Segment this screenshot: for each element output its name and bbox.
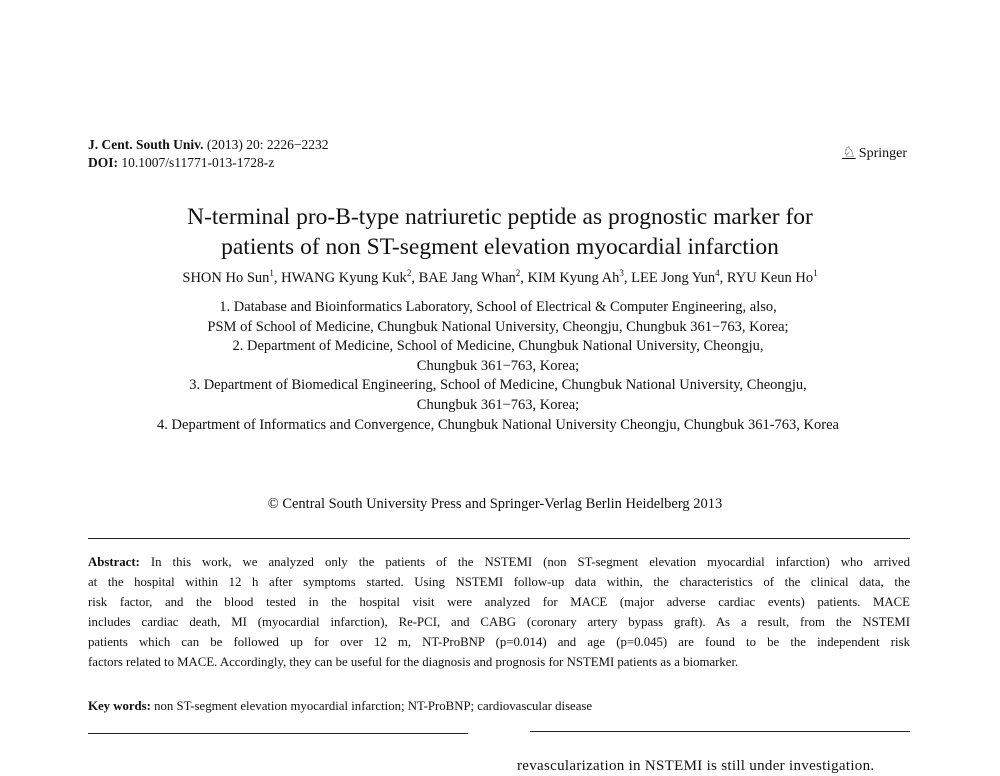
- abstract-line: at the hospital within 12 h after symptoms started. Using NSTEMI follow-up data within, the characteristics of the clinical data, the: [88, 575, 910, 589]
- abstract-line: includes cardiac death, MI (myocardial infarction), Re-PCI, and CABG (coronary artery bypass graft). As a result, from the NSTEMI: [88, 615, 910, 629]
- author-affiliation-number: 3: [619, 268, 624, 278]
- abstract-label: Abstract:: [88, 555, 140, 569]
- author-affiliation-number: 1: [813, 268, 818, 278]
- doi-value: 10.1007/s11771-013-1728-z: [118, 155, 275, 170]
- divider: [88, 538, 910, 539]
- springer-knight-icon: ♘: [842, 145, 856, 161]
- keywords-text: non ST-segment elevation myocardial infarction; NT-ProBNP; cardiovascular disease: [150, 699, 593, 713]
- publisher-mark: [842, 143, 907, 162]
- author: [281, 270, 411, 286]
- title-line: patients of non ST-segment elevation myocardial infarction: [221, 234, 779, 260]
- affiliation-line: Chungbuk 361−763, Korea;: [416, 357, 580, 374]
- affiliation-line: 3. Department of Biomedical Engineering, School of Medicine, Chungbuk National University, Cheongju,: [189, 377, 807, 394]
- title-line: N-terminal pro-B-type natriuretic peptide as prognostic marker for: [187, 204, 813, 230]
- author-name: KIM Kyung Ah: [527, 269, 620, 286]
- abstract: [88, 552, 910, 672]
- author: [528, 270, 624, 286]
- author-affiliation-number: 1: [269, 268, 274, 278]
- journal-label: J. Cent. South Univ.: [88, 137, 204, 152]
- author-name: HWANG Kyung Kuk: [281, 269, 407, 286]
- doi-label: DOI:: [88, 155, 118, 170]
- author-affiliation-number: 2: [515, 268, 521, 278]
- journal-citation: (2013) 20: 2226−2232: [203, 137, 329, 152]
- affiliation-line: 2. Department of Medicine, School of Medicine, Chungbuk National University, Cheongju,: [232, 338, 764, 355]
- affiliation-line: 4. Department of Informatics and Convergence, Chungbuk National University Cheongju, Chungbuk 361-763, Korea: [157, 416, 839, 433]
- affiliations: [0, 298, 996, 435]
- author-list: SHON Ho Sun$^1$, HWANG Kyung Kuk$^2$, BAE Jang Whan$^2$, KIM Kyung Ah$^3$, LEE Jong Yun$^4$, RYU Keun Ho$^1$: [182, 268, 818, 286]
- affiliation-line: 1. Database and Bioinformatics Laboratory, School of Electrical & Computer Engineering, also,: [219, 299, 777, 315]
- author: [727, 270, 818, 286]
- keywords: [88, 699, 592, 714]
- author-name: BAE Jang Whan: [418, 269, 516, 286]
- abstract-line: patients which can be followed up for over 12 m, NT-ProBNP (p=0.014) and age (p=0.045) are found to be the independent risk: [88, 635, 910, 649]
- author: [631, 270, 720, 286]
- author: [182, 270, 274, 286]
- divider: [530, 731, 910, 732]
- author-name: SHON Ho Sun: [182, 269, 270, 286]
- divider: [88, 733, 468, 734]
- abstract-line: risk factor, and the blood tested in the hospital visit were analyzed for MACE (major adverse cardiac events) patients. MACE: [88, 595, 910, 609]
- abstract-line: In this work, we analyzed only the patients of the NSTEMI (non ST-segment elevation myocardial infarction) who arrived: [139, 555, 910, 569]
- author: [419, 270, 521, 286]
- author-name: RYU Keun Ho: [726, 269, 814, 286]
- publisher-name: Springer: [858, 146, 907, 161]
- affiliation-line: Chungbuk 361−763, Korea;: [416, 396, 580, 413]
- author-name: LEE Jong Yun: [631, 269, 716, 286]
- body-text-fragment: revascularization in NSTEMI is still under investigation.: [517, 758, 875, 774]
- journal-header: [88, 136, 329, 172]
- author-affiliation-number: 4: [715, 268, 720, 278]
- author-affiliation-number: 2: [406, 268, 412, 278]
- copyright-notice: © Central South University Press and Springer-Verlag Berlin Heidelberg 2013: [267, 496, 723, 512]
- keywords-label: Key words:: [88, 699, 151, 713]
- affiliation-line: PSM of School of Medicine, Chungbuk National University, Cheongju, Chungbuk 361−763, Korea;: [207, 318, 789, 335]
- paper-title: [0, 202, 1000, 262]
- abstract-line: factors related to MACE. Accordingly, they can be useful for the diagnosis and prognosis for NSTEMI patients as a biomarker.: [88, 655, 739, 669]
